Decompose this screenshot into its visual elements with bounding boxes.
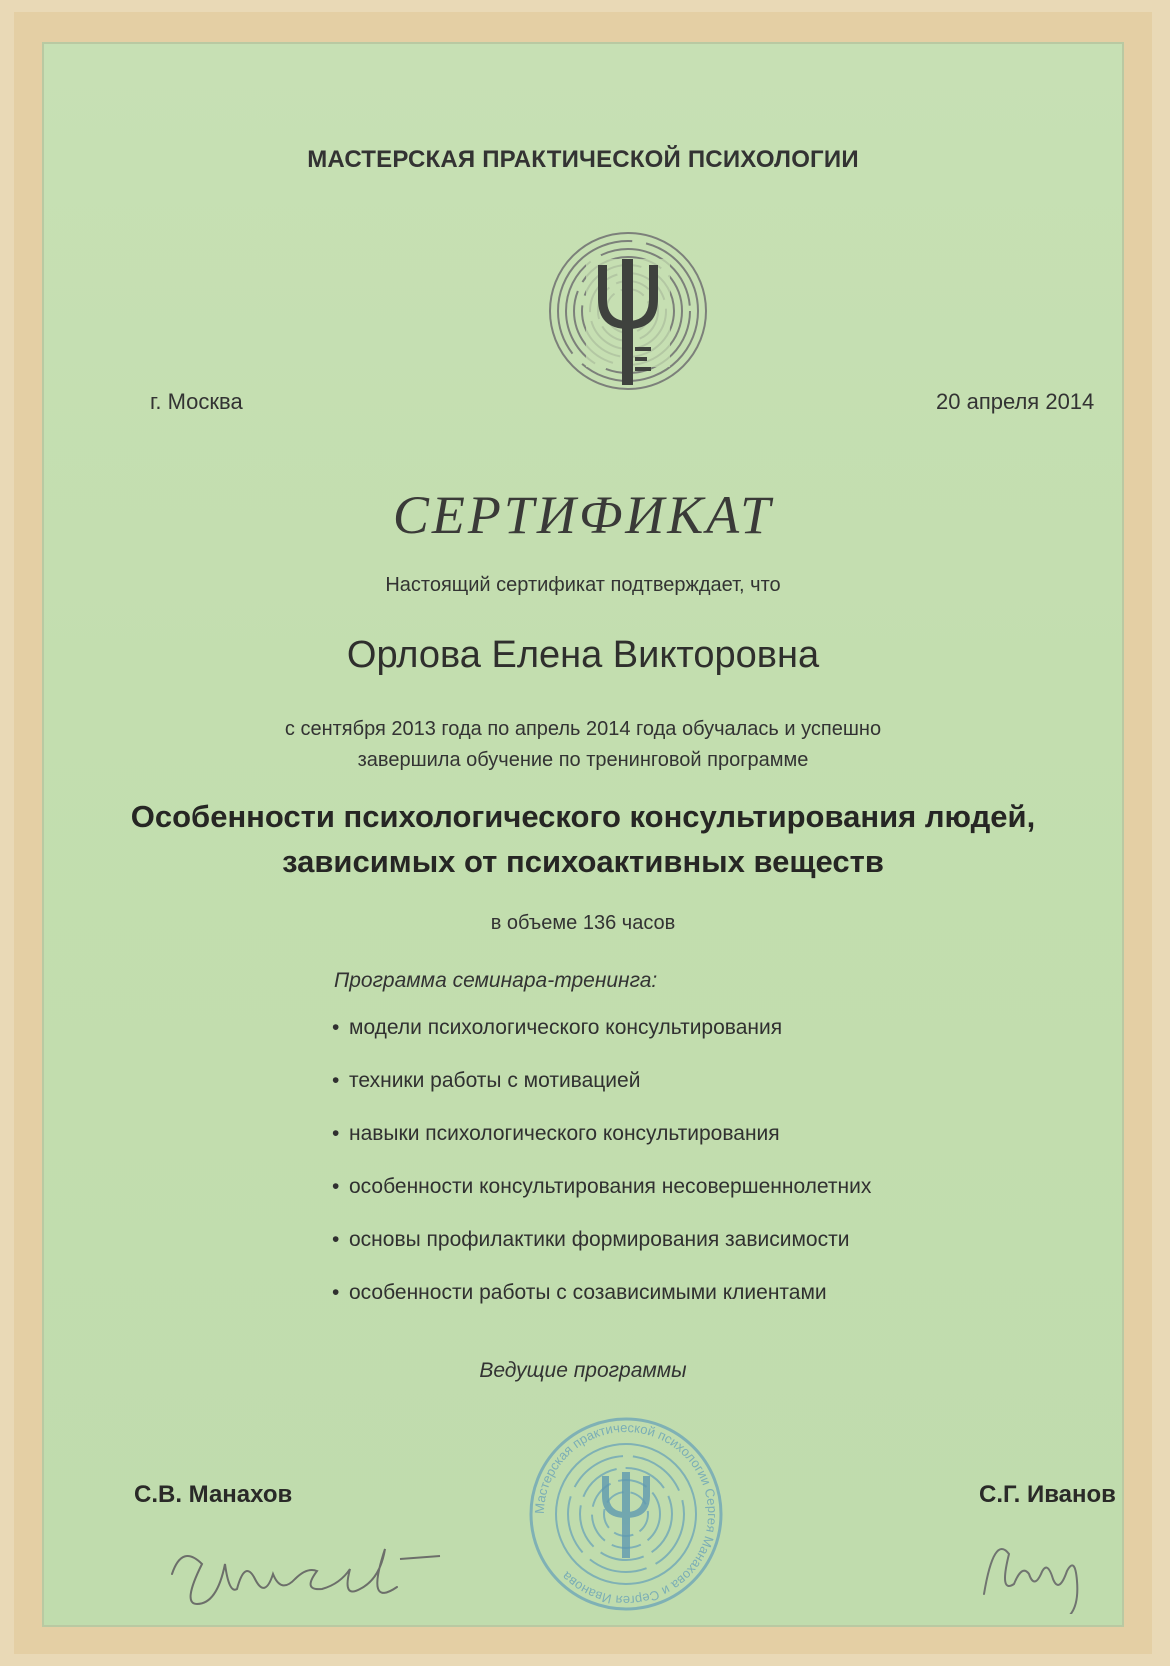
round-stamp-seal-icon <box>526 1414 726 1614</box>
study-line-2: завершила обучение по тренинговой программе <box>357 749 809 771</box>
confirmation-text: Настоящий сертификат подтверждает, что <box>385 574 781 596</box>
seal-text: Мастерская практической психологии Сергея Манахова и Сергея Иванова <box>531 1419 721 1609</box>
right-signature-icon <box>974 1524 1104 1614</box>
topic-item: • навыки психологического консультирования <box>332 1122 871 1175</box>
certificate-title: СЕРТИФИКАТ <box>392 485 774 545</box>
program-name <box>44 794 1122 884</box>
issue-date: 20 апреля 2014 <box>936 389 1095 414</box>
topic-item: • техники работы с мотивацией <box>332 1069 871 1122</box>
recipient-name: Орлова Елена Викторовна <box>346 634 820 676</box>
program-hours: в объеме 136 часов <box>490 912 676 934</box>
topic-item: • особенности консультирования несовершеннолетних <box>332 1175 871 1228</box>
program-line-1: Особенности психологического консультирования людей, <box>130 799 1036 834</box>
certificate-panel <box>42 42 1124 1627</box>
city: г. Москва <box>150 389 243 414</box>
signer-right-name: С.Г. Иванов <box>979 1481 1116 1508</box>
leaders-label: Ведущие программы <box>479 1359 687 1382</box>
topic-item: • основы профилактики формирования зависимости <box>332 1228 871 1281</box>
topic-item: • особенности работы с созависимыми клиентами <box>332 1281 871 1334</box>
signer-left-name: С.В. Манахов <box>134 1481 293 1508</box>
organization-name: МАСТЕРСКАЯ ПРАКТИЧЕСКОЙ ПСИХОЛОГИИ <box>307 146 859 173</box>
psi-labyrinth-logo-icon <box>546 229 710 393</box>
certificate-outer-border <box>14 12 1152 1654</box>
program-line-2: зависимых от психоактивных веществ <box>282 844 884 879</box>
left-signature-icon <box>162 1514 462 1624</box>
program-subtitle: Программа семинара-тренинга: <box>334 969 658 992</box>
topic-list <box>332 1016 871 1334</box>
topic-item: • модели психологического консультирования <box>332 1016 871 1069</box>
study-line-1: с сентября 2013 года по апрель 2014 года обучалась и успешно <box>284 718 882 740</box>
study-description <box>44 714 1122 776</box>
